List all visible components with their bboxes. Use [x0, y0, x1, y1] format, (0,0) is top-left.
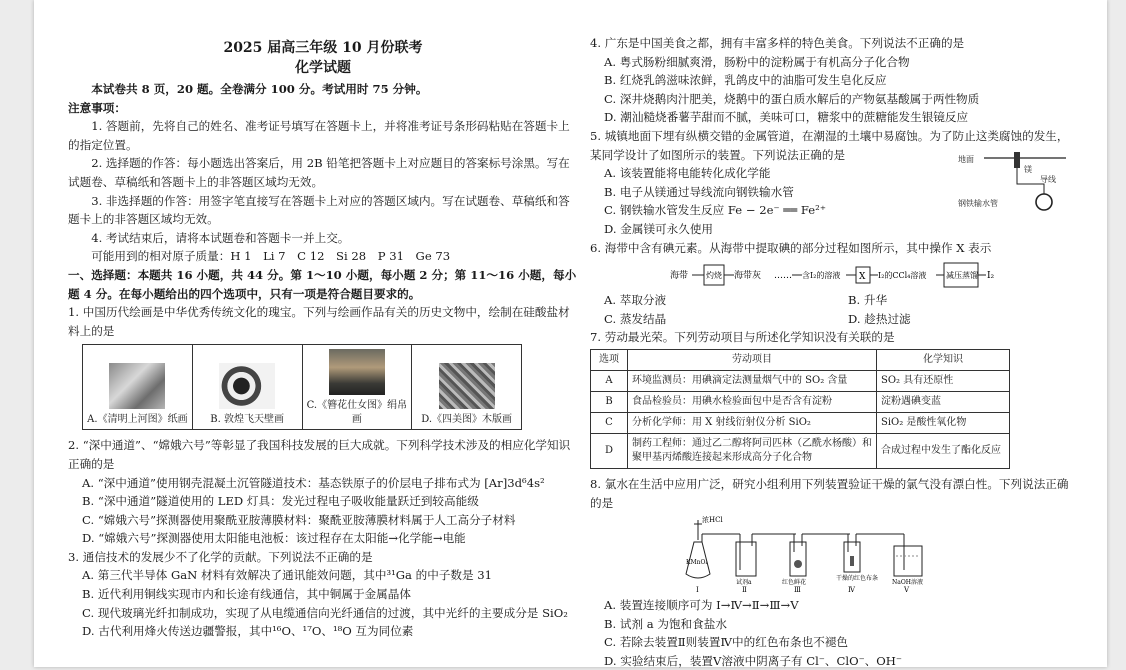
question-1	[68, 303, 578, 430]
q2-option-b: B. “深中通道”隧道使用的 LED 灯具：发光过程电子吸收能量跃迁到较高能级	[82, 494, 479, 509]
q6-stem: 6. 海带中含有碘元素。从海带中提取碘的部分过程如图所示，其中操作 X 表示	[590, 240, 992, 255]
notice-item-4: 4. 考试结束后，请将本试题卷和答题卡一并上交。	[91, 230, 350, 245]
fig-pipe-label: 钢铁输水管	[958, 199, 998, 209]
q7-table	[590, 349, 1010, 469]
flow-burn: 灼烧	[706, 271, 722, 281]
label-numeral-4: Ⅳ	[848, 586, 855, 595]
table-row	[591, 433, 1010, 468]
q5-option-c: C. 钢铁输水管发生反应 Fe − 2e⁻ ══ Fe²⁺	[604, 203, 826, 218]
q4-option-d: D. 潮汕糙烧番薯芋甜而不腻，美味可口，糖浆中的蔗糖能发生银镜反应	[604, 110, 969, 125]
notice-heading: 注意事项：	[68, 100, 126, 115]
left-column	[68, 34, 578, 641]
q1-caption-b: B. 敦煌飞天壁画	[210, 414, 284, 426]
q8-option-c: C. 若除去装置Ⅱ则装置Ⅳ中的红色布条也不褪色	[604, 635, 848, 650]
exam-page	[34, 0, 1107, 667]
q4-option-b: B. 红烧乳鸽滋味浓鲜，乳鸽皮中的油脂可发生皂化反应	[604, 73, 887, 88]
table-row	[591, 370, 1010, 391]
q6-option-b: B. 升华	[848, 293, 888, 308]
q7-cell: 合成过程中发生了酯化反应	[877, 433, 1010, 468]
flow-ash: 海带灰	[734, 271, 762, 282]
q7-cell: 分析化学师：用 X 射线衍射仪分析 SiO₂	[628, 412, 877, 433]
q1-option-a	[83, 345, 193, 430]
flow-ccl4-solution: I₂的CCl₄溶液	[878, 271, 927, 281]
question-7	[590, 328, 1080, 469]
exam-title: 2025 届高三年级 10 月份联考	[223, 40, 423, 56]
q3-option-c: C. 现代玻璃光纤扣制成功，实现了从电缆通信向光纤通信的过渡，其中光纤的主要成分是 SiO₂	[82, 605, 568, 620]
q1-stem: 1. 中国历代绘画是中华优秀传统文化的瑰宝。下列与绘画作品有关的历史文物中，绘制在硅酸盐材料上的是	[68, 305, 570, 338]
q1-caption-a: A.《清明上河图》纸画	[87, 414, 188, 426]
q7-cell: 环境监测员：用碘滴定法测量烟气中的 SO₂ 含量	[628, 370, 877, 391]
label-red-flower: 红色鲜花	[782, 579, 807, 587]
corrosion-protection-diagram	[956, 150, 1076, 214]
chlorine-apparatus-diagram	[680, 512, 950, 596]
fig-ground-label: 地面	[958, 155, 974, 165]
q2-option-d: D. “嫦娥六号”探测器使用太阳能电池板：该过程存在太阳能→化学能→电能	[82, 531, 466, 546]
q1-option-c	[302, 345, 412, 430]
magnesium-block	[1014, 152, 1020, 168]
label-numeral-3: Ⅲ	[794, 586, 801, 595]
q4-stem: 4. 广东是中国美食之都，拥有丰富多样的特色美食。下列说法不正确的是	[590, 36, 965, 50]
q5-option-d: D. 金属镁可永久使用	[604, 221, 714, 236]
q6-option-c: C. 蒸发结晶	[604, 311, 667, 326]
flow-kelp: 海带	[670, 271, 689, 282]
iodine-extraction-flow	[670, 261, 1000, 289]
q6-option-d: D. 趁热过滤	[848, 311, 911, 326]
question-4	[590, 34, 1080, 127]
fig-mg-label: 镁	[1024, 165, 1032, 175]
label-dry-red-cloth: 干燥的红色布条	[836, 575, 879, 583]
flow-operation-x: X	[859, 272, 866, 283]
label-numeral-5: Ⅴ	[904, 586, 910, 595]
q7-table-header	[591, 349, 1010, 370]
q2-option-c: C. “嫦娥六号”探测器使用聚酰亚胺薄膜材料：聚酰亚胺薄膜材料属于人工高分子材料	[82, 512, 516, 527]
q7-cell: SO₂ 具有还原性	[877, 370, 1010, 391]
label-conc-hcl: 浓HCl	[702, 516, 723, 525]
label-naoh: NaOH溶液	[892, 579, 923, 587]
q4-option-a: A. 粤式肠粉细腻爽滑，肠粉中的淀粉属于有机高分子化合物	[604, 54, 910, 69]
q7-cell: D	[591, 433, 628, 468]
q2-option-a: A. “深中通道”使用钢壳混凝土沉管隧道技术：基态铁原子的价层电子排布式为 [Ar]3d⁶4s²	[82, 475, 545, 490]
q5-option-b: B. 电子从镁通过导线流向钢铁输水管	[604, 184, 794, 199]
label-kmno4: KMnO₄	[686, 559, 708, 567]
q7-header-option: 选项	[591, 349, 628, 370]
q7-header-labor: 劳动项目	[628, 349, 877, 370]
q7-cell: 食品检验员：用碘水检验面包中是否含有淀粉	[628, 391, 877, 412]
question-3	[68, 548, 578, 641]
question-5	[590, 127, 1080, 239]
q7-cell: C	[591, 412, 628, 433]
notice-item-2: 2. 选择题的作答：每小题选出答案后，用 2B 铅笔把答题卡上对应题目的答案标号涂黑。写在试题卷、草稿纸和答题卡上的非答题区域均无效。	[68, 156, 570, 189]
q8-option-a: A. 装置连接顺序可为 Ⅰ→Ⅳ→Ⅱ→Ⅲ→Ⅴ	[604, 598, 799, 613]
atomic-masses: 可能用到的相对原子质量：H 1 Li 7 C 12 Si 28 P 31 Ge 73	[91, 249, 451, 264]
q1-option-b	[192, 345, 302, 430]
q4-option-c: C. 深井烧鹅肉汁肥美，烧鹅中的蛋白质水解后的产物氨基酸属于两性物质	[604, 91, 980, 106]
q5-stem: 5. 城镇地面下埋有纵横交错的金属管道，在潮湿的土壤中易腐蚀。为了防止这类腐蚀的发生，某同学设计了如图所示的装置。下列说法正确的是	[590, 128, 1069, 162]
flow-iodine-solution: 含I₂的溶液	[802, 271, 841, 281]
q2-stem: 2. “深中通道”、“嫦娥六号”等彰显了我国科技发展的巨大成就。下列科学技术涉及的相应化学知识正确的是	[68, 438, 571, 471]
notice-item-3: 3. 非选择题的作答：用签字笔直接写在答题卡上对应的答题区域内。写在试题卷、草稿纸和答题卡上的非答题区域均无效。	[68, 193, 570, 227]
label-numeral-1: Ⅰ	[696, 586, 699, 595]
q1-caption-d: D.《四美图》木版画	[421, 414, 513, 426]
right-column	[590, 34, 1080, 670]
painting-image-d	[439, 363, 495, 409]
painting-image-b	[219, 363, 275, 409]
q5-option-a: A. 该装置能将电能转化成化学能	[604, 166, 771, 181]
question-6	[590, 239, 1080, 329]
q8-option-d: D. 实验结束后，装置Ⅴ溶液中阴离子有 Cl⁻、ClO⁻、OH⁻	[604, 653, 903, 668]
painting-image-c	[329, 349, 385, 395]
question-2	[68, 436, 578, 548]
q7-cell: SiO₂ 是酸性氧化物	[877, 412, 1010, 433]
q7-stem: 7. 劳动最光荣。下列劳动项目与所述化学知识没有关联的是	[590, 330, 895, 345]
q3-option-d: D. 古代利用烽火传送边疆警报，其中¹⁶O、¹⁷O、¹⁸O 互为同位素	[82, 624, 414, 639]
label-reagent-a: 试剂a	[736, 579, 752, 587]
label-numeral-2: Ⅱ	[742, 586, 747, 595]
q7-cell: B	[591, 391, 628, 412]
q3-option-b: B. 近代利用铜线实现市内和长途有线通信，其中铜属于金属晶体	[82, 587, 411, 602]
exam-subject: 化学试题	[295, 60, 351, 76]
flow-iodine: I₂	[987, 271, 995, 282]
q7-cell: A	[591, 370, 628, 391]
q6-option-a: A. 萃取分液	[604, 293, 667, 308]
q1-picture-table	[82, 344, 522, 430]
section-heading: 一、选择题：本题共 16 小题，共 44 分。第 1～10 小题，每小题 2 分；第 11～16 小题，每小题 4 分。在每小题给出的四个选项中，只有一项是符合题目要求的。	[68, 267, 577, 301]
q8-stem: 8. 氯水在生活中应用广泛，研究小组利用下列装置验证干燥的氯气没有漂白性。下列说法正确的是	[590, 476, 1069, 510]
table-row	[591, 412, 1010, 433]
q8-option-b: B. 试剂 a 为饱和食盐水	[604, 616, 727, 631]
q7-header-knowledge: 化学知识	[877, 349, 1010, 370]
q1-option-d	[412, 345, 522, 430]
flow-vacuum-distill: 减压蒸馏	[946, 271, 978, 281]
question-8	[590, 475, 1080, 670]
q1-caption-c: C.《簪花仕女图》绢帛画	[306, 400, 408, 426]
steel-pipe	[1036, 194, 1052, 210]
notice-item-1: 1. 答题前，先将自己的姓名、准考证号填写在答题卡上，并将准考证号条形码粘贴在答题卡上的指定位置。	[68, 119, 570, 152]
flow-ellipsis: ……	[774, 271, 792, 282]
q7-cell: 制药工程师：通过乙二醇将阿司匹林（乙酰水杨酸）和聚甲基丙烯酸连接起来形成高分子化合物	[628, 433, 877, 468]
table-row	[591, 391, 1010, 412]
exam-info: 本试卷共 8 页，20 题。全卷满分 100 分。考试用时 75 分钟。	[91, 82, 428, 96]
fig-wire-label: 导线	[1040, 175, 1056, 185]
q3-option-a: A. 第三代半导体 GaN 材料有效解决了通讯能效问题，其中³¹Ga 的中子数是 31	[82, 568, 493, 583]
q3-stem: 3. 通信技术的发展少不了化学的贡献。下列说法不正确的是	[68, 549, 373, 564]
q7-cell: 淀粉遇碘变蓝	[877, 391, 1010, 412]
painting-image-a	[109, 363, 165, 409]
